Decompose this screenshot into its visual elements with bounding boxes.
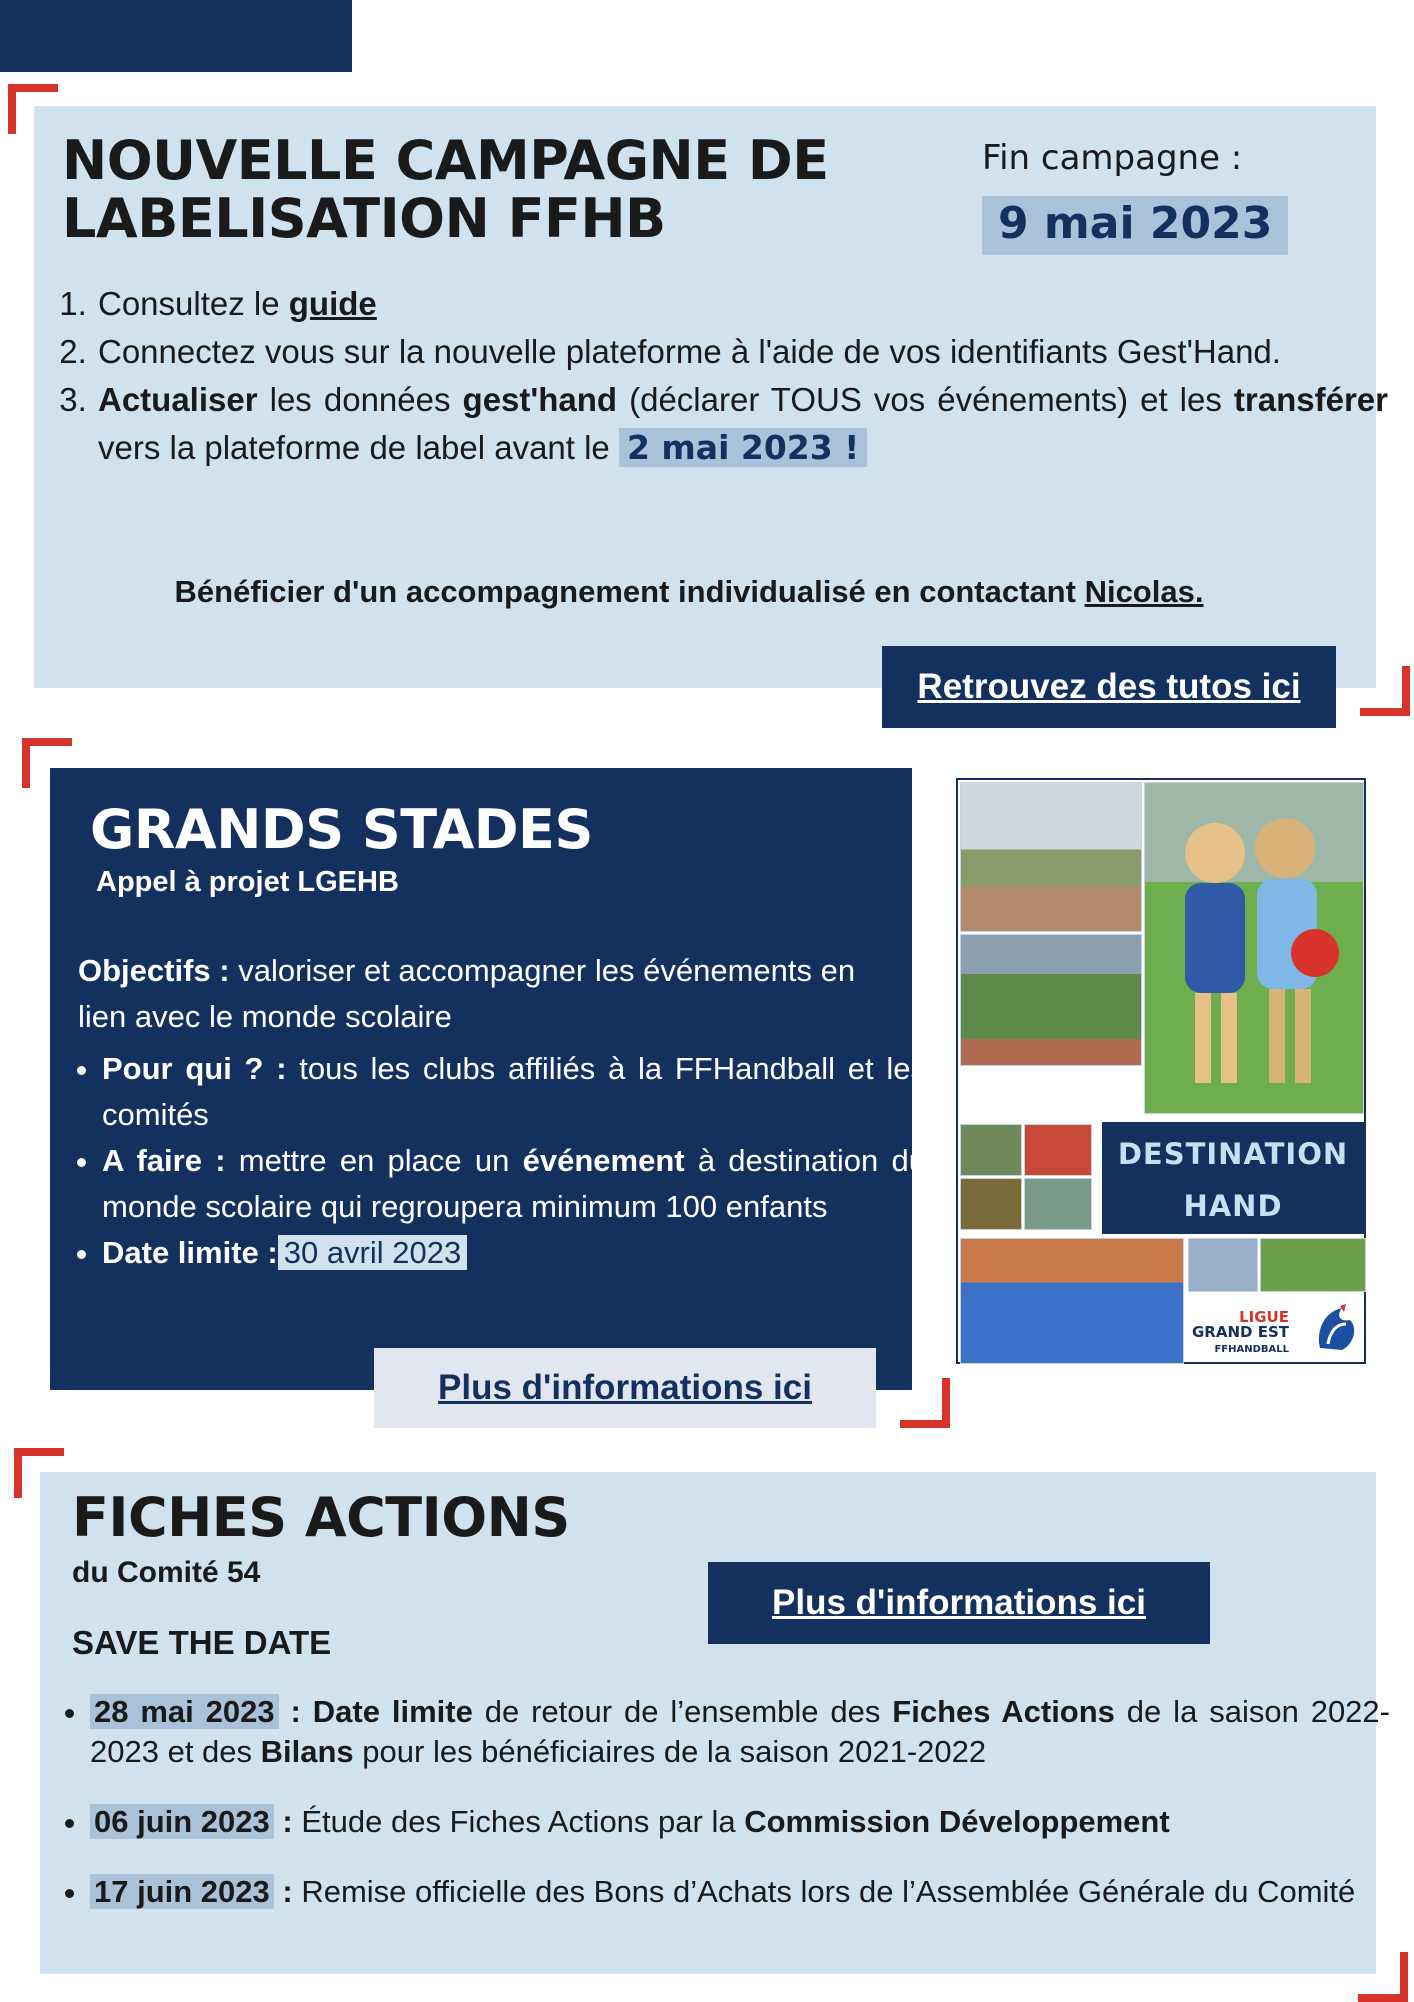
list-item: • Pour qui ? : tous les clubs affiliés à la FFHandball et les comités xyxy=(102,1046,926,1138)
fiches-subtitle: du Comité 54 xyxy=(72,1556,261,1589)
ligue-logo-text: LIGUE GRAND EST FFHANDBALL xyxy=(1192,1308,1289,1355)
gym-photo xyxy=(1024,1124,1092,1176)
list-item: • 06 juin 2023 : Étude des Fiches Actions par la Commission Développement xyxy=(90,1802,1390,1842)
corner-mark-bottom-right xyxy=(1358,1952,1408,2002)
goal-photo xyxy=(960,1178,1022,1230)
fiches-info-button[interactable]: Plus d'informations ici xyxy=(708,1562,1210,1644)
event-date: 17 juin 2023 xyxy=(90,1874,274,1909)
fiches-title: FICHES ACTIONS xyxy=(72,1486,570,1549)
stades-list xyxy=(78,1046,926,1276)
children-illustration xyxy=(1145,783,1363,1113)
save-the-date-heading: SAVE THE DATE xyxy=(72,1624,332,1661)
park-photo xyxy=(1024,1178,1092,1230)
list-item: • Date limite : 30 avril 2023 xyxy=(102,1230,926,1276)
nicolas-contact-link[interactable]: Nicolas. xyxy=(1084,574,1204,609)
field-photo xyxy=(960,934,1142,1066)
campagne-title xyxy=(62,129,922,250)
children-photo xyxy=(1144,782,1364,1114)
fin-campagne-date: 9 mai 2023 xyxy=(982,196,1288,255)
tutos-button[interactable]: Retrouvez des tutos ici xyxy=(882,646,1336,728)
campagne-steps xyxy=(62,280,1388,472)
stadium-photo xyxy=(960,782,1142,932)
top-bar xyxy=(0,0,352,72)
hall-photo xyxy=(1188,1238,1258,1292)
rooster-logo-icon xyxy=(1314,1304,1360,1354)
indoor-court-photo xyxy=(960,1238,1184,1364)
list-item: • 17 juin 2023 : Remise officielle des Bons d’Achats lors de l’Assemblée Générale du Comité xyxy=(90,1872,1390,1912)
outdoor-photo xyxy=(960,1124,1022,1176)
stades-title: GRANDS STADES xyxy=(90,798,593,861)
support-text: Bénéficier d'un accompagnement individualisé en contactant Nicolas. xyxy=(174,574,1204,609)
stades-objectives: Objectifs : valoriser et accompagner les événements en lien avec le monde scolaire xyxy=(78,953,856,1034)
step-3: 3. Actualiser les données gest'hand (déclarer TOUS vos événements) et les transférer vers la plateforme de label avant le 2 mai 2023 ! xyxy=(96,376,1388,472)
fin-campagne-label: Fin campagne : xyxy=(982,138,1243,178)
list-item: • A faire : mettre en place un événement à destination du monde scolaire qui regroupera minimum 100 enfants xyxy=(102,1138,926,1230)
step-1: 1. Consultez le guide xyxy=(96,280,1388,328)
corner-mark-bottom-right xyxy=(1360,666,1410,716)
stades-subtitle: Appel à projet LGEHB xyxy=(96,866,399,898)
save-the-date-list xyxy=(60,1692,1390,1930)
step-2: 2. Connectez vous sur la nouvelle plateforme à l'aide de vos identifiants Gest'Hand. xyxy=(96,328,1388,376)
event-date: 06 juin 2023 xyxy=(90,1804,274,1839)
event-date: 28 mai 2023 xyxy=(90,1694,279,1729)
stades-deadline: 30 avril 2023 xyxy=(278,1235,468,1270)
guide-link[interactable]: guide xyxy=(288,285,377,322)
campagne-title-line2: LABELISATION FFHB xyxy=(62,187,666,250)
destination-hand-label: DESTINATION HAND xyxy=(1102,1122,1364,1234)
destination-hand-collage xyxy=(956,778,1366,1364)
ball-field-photo xyxy=(1260,1238,1366,1292)
list-item: • 28 mai 2023 : Date limite de retour de l’ensemble des Fiches Actions de la saison 2022-2023 et des Bilans pour les bénéficiaires de la saison 2021-2022 xyxy=(90,1692,1390,1772)
corner-mark-bottom-right xyxy=(900,1378,950,1428)
transfer-deadline: 2 mai 2023 ! xyxy=(619,428,867,467)
campagne-title-line1: NOUVELLE CAMPAGNE DE xyxy=(62,129,829,192)
stades-info-button[interactable]: Plus d'informations ici xyxy=(374,1348,876,1428)
